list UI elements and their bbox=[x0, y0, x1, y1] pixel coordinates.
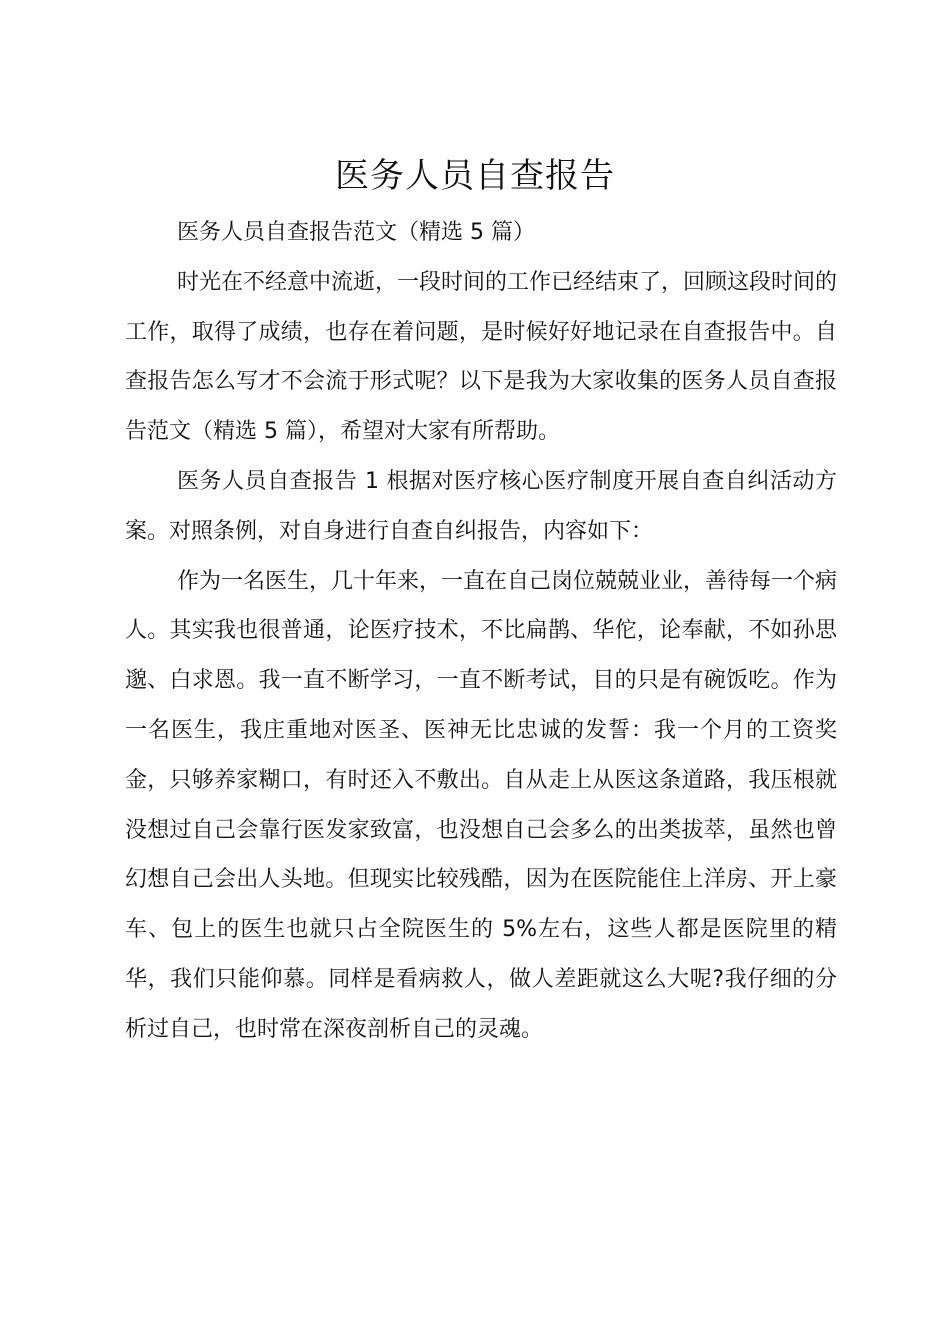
document-subtitle: 医务人员自查报告范文（精选 5 篇） bbox=[177, 220, 535, 245]
report-intro-paragraph: 医务人员自查报告 1 根据对医疗核心医疗制度开展自查自纠活动方案。对照条例，对自身进行自查自纠报告，内容如下： bbox=[125, 468, 837, 544]
intro-paragraph: 时光在不经意中流逝，一段时间的工作已经结束了，回顾这段时间的工作，取得了成绩，也存在着问题，是时候好好地记录在自查报告中。自查报告怎么写才不会流于形式呢？以下是我为大家收集的医务人员自查报告范文（精选 5 篇），希望对大家有所帮助。 bbox=[125, 269, 838, 445]
body-paragraph: 作为一名医生，几十年来，一直在自己岗位兢兢业业，善待每一个病人。其实我也很普通，论医疗技术，不比扁鹊、华佗，论奉献，不如孙思邈、白求恩。我一直不断学习，一直不断考试，目的只是有碗饭吃。作为一名医生，我庄重地对医圣、医神无比忠诚的发誓：我一个月的工资奖金，只够养家糊口，有时还入不敷出。自从走上从医这条道路，我压根就没想过自己会靠行医发家致富，也没想自己会多么的出类拔萃，虽然也曾幻想自己会出人头地。但现实比较残酷，因为在医院能住上洋房、开上豪车、包上的医生也就只占全院医生的 5%左右，这些人都是医院里的精华，我们只能仰慕。同样是看病救人，做人差距就这么大呢?我仔细的分析过自己，也时常在深夜剖析自己的灵魂。 bbox=[125, 568, 838, 1042]
document-body bbox=[125, 208, 837, 1055]
document-title: 医务人员自查报告 bbox=[335, 156, 615, 196]
